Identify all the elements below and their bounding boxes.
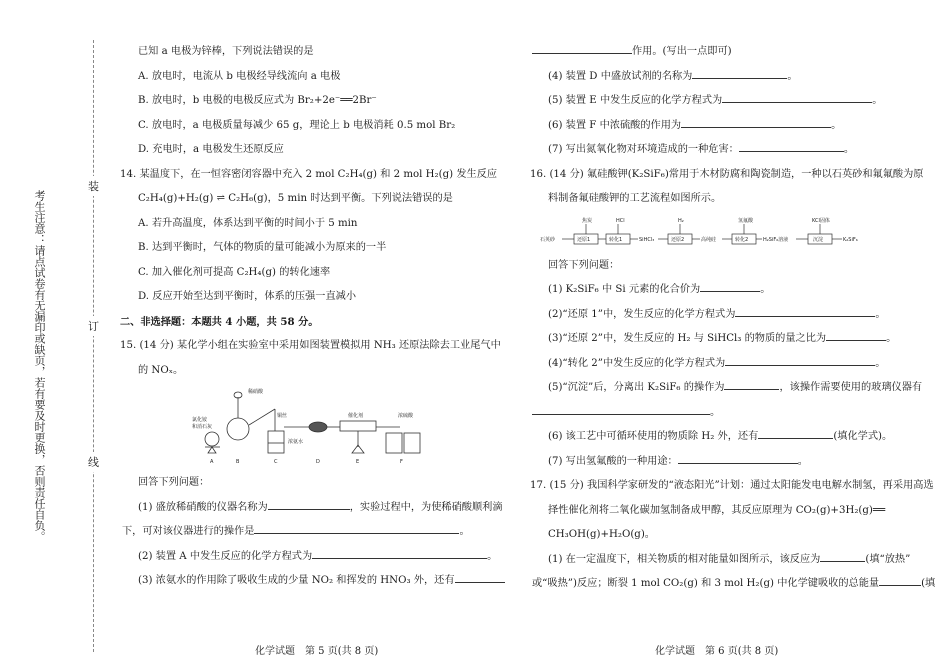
q13-option-c: C. 放电时，a 电极质量每减少 65 g，理论上 b 电极消耗 0.5 mol Br₂: [138, 119, 456, 131]
q16-stem-line2: 料制备氟硅酸钾的工艺流程如图所示。: [548, 193, 722, 204]
q16-4-text: (4)“转化 2”中发生反应的化学方程式为: [548, 357, 726, 369]
section-2-heading: 二、非选择题：本题共 4 小题，共 58 分。: [120, 315, 319, 328]
q15-3-continued: [530, 40, 920, 65]
footer-left: 化学试题 第 5 页(共 8 页): [255, 646, 379, 657]
flow-sihcl3: SiHCl₃: [639, 236, 655, 243]
label-slaked-lime: 和消石灰: [192, 424, 213, 430]
apparatus-e: [340, 421, 376, 453]
label-f: F: [400, 459, 403, 465]
apparatus-a: [205, 432, 220, 453]
q16-5-text-b: ，该操作需要使用的玻璃仪器有: [779, 382, 923, 393]
q13-option-a: A. 放电时，电流从 b 电极经导线流向 a 电极: [138, 70, 341, 82]
label-a: A: [210, 459, 214, 465]
q15-stem-line1: 15. (14 分) 某化学小组在实验室中采用如图装置模拟用 NH₃ 还原法除去工业尾气中: [120, 340, 501, 351]
q16-part2: (2)“还原 1”中，发生反应的化学方程式为 。: [530, 303, 920, 328]
q16-stem-line1: 16. (14 分) 氟硅酸钾(K₂SiF₆)常用于木材防腐和陶瓷制造，一种以石英砂和氟氟酸为原: [530, 168, 924, 180]
q15-stem-line2: 的 NOₓ。: [138, 364, 184, 376]
label-c: C: [274, 459, 278, 465]
q15-part2: (2) 装置 A 中发生反应的化学方程式为 。: [120, 545, 495, 570]
q15-2-blank[interactable]: [312, 548, 487, 559]
q16-6-text-b: (填化学式)。: [833, 431, 893, 442]
footer-right: 化学试题 第 6 页(共 8 页): [655, 646, 779, 657]
binding-dashed-line: [93, 40, 94, 652]
q15-3-cont-blank[interactable]: [532, 43, 632, 54]
q17-part1-line2: [530, 572, 936, 597]
q14-option-a: A. 若升高温度，体系达到平衡的时间小于 5 min: [138, 217, 358, 229]
q16-part5-line1: [530, 376, 923, 401]
q13-option-b: B. 放电时，b 电极的电极反应式为 Br₂+2e⁻══2Br⁻: [138, 95, 377, 106]
label-copper-wire: 铜丝: [277, 413, 288, 419]
q15-part1-line1: [120, 496, 503, 521]
flow-coke: 焦炭: [582, 217, 593, 224]
q16-part3: (3)“还原 2”中，发生反应的 H₂ 与 SiHCl₃ 的物质的量之比为 。: [530, 327, 920, 352]
q15-1-blank[interactable]: [268, 499, 350, 510]
flow-pure-si: 高纯硅: [701, 236, 717, 243]
q16-3-blank[interactable]: [826, 330, 886, 341]
flow-reduce1-label: 还原1: [577, 236, 591, 243]
q15-7-text: (7) 写出氮氧化物对环境造成的一种危害：: [548, 144, 739, 155]
q14-option-b: B. 达到平衡时，气体的物质的量可能减小为原来的一半: [138, 242, 387, 253]
label-b: B: [236, 459, 240, 465]
flow-precipitate-label: 沉淀: [813, 236, 824, 243]
exam-notice: 考生注意：请点试卷有无漏印或缺页，若有要及时更换，否则责任自负。: [33, 190, 46, 542]
q16-part1: (1) K₂SiF₆ 中 Si 元素的化合价为 。: [530, 278, 920, 303]
q15-5-blank[interactable]: [722, 92, 872, 103]
label-d: D: [316, 459, 320, 465]
flow-quartz-sand: 石英砂: [540, 236, 556, 243]
q16-5-text-a: (5)“沉淀”后，分离出 K₂SiF₆ 的操作为: [548, 382, 725, 393]
q13-option-d: D. 充电时，a 电极发生还原反应: [138, 144, 284, 155]
answer-intro-left: 回答下列问题：: [138, 477, 210, 488]
q16-5-glassware-blank[interactable]: [532, 404, 710, 415]
q17-1-energy-blank[interactable]: [879, 575, 921, 586]
q16-part6: [530, 425, 920, 450]
apparatus-f: [376, 427, 420, 453]
q15-3-blank[interactable]: [455, 572, 505, 583]
q15-part1-line2: 下，可对该仪器进行的操作是 。: [120, 520, 495, 545]
q16-3-text: (3)“还原 2”中，发生反应的 H₂ 与 SiHCl₃ 的物质的量之比为: [548, 333, 827, 344]
q14-option-d: D. 反应开始至达到平衡时，体系的压强一直减小: [138, 291, 357, 302]
label-dilute-hno3: 稀硝酸: [248, 389, 264, 395]
q16-part7: (7) 写出氢氟酸的一种用途： 。: [530, 450, 920, 475]
q15-part7: (7) 写出氮氧化物对环境造成的一种危害： 。: [530, 138, 920, 163]
label-conc-ammonia: 浓氨水: [288, 439, 304, 445]
q15-1-text-b: ，实验过程中，为使稀硝酸顺利滴: [349, 501, 503, 513]
q15-5-text: (5) 装置 E 中发生反应的化学方程式为: [548, 95, 723, 106]
q17-stem-line2: 择性催化剂将二氧化碳加氢制备成甲醇，其反应原理为 CO₂(g)+3H₂(g)══: [548, 504, 886, 516]
q16-part5-line2: 。: [530, 401, 920, 426]
q14-stem-line2: C₂H₄(g)+H₂(g) ⇌ C₂H₆(g)，5 min 时达到平衡。下列说法错误的是: [138, 193, 453, 204]
q16-2-blank[interactable]: [735, 306, 875, 317]
flow-reduce2-label: 还原2: [671, 236, 685, 243]
answer-intro-right: 回答下列问题：: [548, 259, 620, 271]
label-conc-h2so4: 浓硫酸: [398, 413, 414, 419]
q16-4-blank[interactable]: [725, 355, 875, 366]
q15-6-blank[interactable]: [681, 117, 831, 128]
q17-part1-line1: [530, 548, 920, 573]
q16-5-operation-blank[interactable]: [724, 379, 779, 390]
flow-hcl: HCl: [616, 217, 625, 224]
q16-7-text: (7) 写出氢氟酸的一种用途：: [548, 455, 678, 467]
q15-part5: (5) 装置 E 中发生反应的化学方程式为 。: [530, 89, 920, 114]
q15-part4: (4) 装置 D 中盛放试剂的名称为 。: [530, 65, 920, 90]
q15-4-blank[interactable]: [692, 68, 787, 79]
flow-product: K₂SiF₆: [843, 236, 858, 243]
flow-h2sif6-solution: H₂SiF₆溶液: [763, 236, 789, 243]
binding-margin: [0, 0, 100, 672]
q16-7-blank[interactable]: [678, 453, 798, 464]
q15-1-text-c: 下，可对该仪器进行的操作是: [122, 526, 255, 537]
q15-3-cont-text: 作用。(写出一点即可): [632, 46, 732, 57]
q16-part4: (4)“转化 2”中发生反应的化学方程式为 。: [530, 352, 920, 377]
q13-stem: 已知 a 电极为锌棒，下列说法错误的是: [138, 46, 314, 57]
q15-4-text: (4) 装置 D 中盛放试剂的名称为: [548, 70, 693, 82]
q15-part6: (6) 装置 F 中浓硫酸的作用为 。: [530, 114, 920, 139]
binding-mark-ding: 订: [88, 316, 99, 336]
apparatus-figure: [190, 387, 430, 465]
flow-convert1-label: 转化1: [609, 236, 623, 243]
q16-6-text-a: (6) 该工艺中可循环使用的物质除 H₂ 外，还有: [548, 431, 759, 442]
label-nh4cl: 氯化铵: [192, 417, 208, 423]
q16-6-blank[interactable]: [758, 428, 833, 439]
flow-kcl: KCl固体: [812, 217, 830, 224]
process-flow-diagram: [530, 216, 920, 250]
flow-convert2-label: 转化2: [735, 236, 749, 243]
q15-2-text: (2) 装置 A 中发生反应的化学方程式为: [138, 550, 313, 562]
q17-1-text-d: (填: [921, 578, 936, 589]
label-catalyst: 催化剂: [348, 413, 364, 419]
q16-1-blank[interactable]: [700, 281, 760, 292]
q17-stem-line1: 17. (15 分) 我国科学家研发的“液态阳光”计划：通过太阳能发电电解水制氢，再采用高选: [530, 480, 934, 491]
q15-1-text-a: (1) 盛放稀硝酸的仪器名称为: [138, 501, 268, 513]
q16-2-text: (2)“还原 1”中，发生反应的化学方程式为: [548, 308, 736, 320]
apparatus-c: [268, 431, 284, 453]
flow-hf: 氢氟酸: [738, 217, 754, 224]
q17-1-heat-blank[interactable]: [820, 551, 865, 562]
q16-1-text: (1) K₂SiF₆ 中 Si 元素的化合价为: [548, 284, 701, 295]
apparatus-d: [309, 422, 340, 432]
left-column: [120, 40, 503, 594]
q17-1-text-b: (填“放热”: [865, 553, 911, 565]
q14-option-c: C. 加入催化剂可提高 C₂H₄(g) 的转化速率: [138, 266, 331, 278]
q14-stem-line1: 14. 某温度下，在一恒容密闭容器中充入 2 mol C₂H₄(g) 和 2 mol H₂(g) 发生反应: [120, 168, 498, 180]
q17-1-text-c: 或“吸热”)反应；断裂 1 mol CO₂(g) 和 3 mol H₂(g) 中化学键吸收的总能量: [532, 578, 880, 589]
q15-7-blank[interactable]: [739, 141, 844, 152]
q15-6-text: (6) 装置 F 中浓硫酸的作用为: [548, 119, 682, 131]
q15-1-operation-blank[interactable]: [254, 523, 459, 534]
binding-mark-xian: 线: [88, 452, 99, 472]
label-e: E: [356, 459, 360, 465]
q15-part3: [120, 569, 495, 594]
flow-h2: H₂: [678, 217, 684, 224]
q17-stem-line3: CH₃OH(g)+H₂O(g)。: [548, 529, 655, 540]
binding-mark-zhuang: 装: [88, 176, 99, 196]
right-column: [530, 40, 936, 597]
q15-3-text: (3) 浓氨水的作用除了吸收生成的少量 NO₂ 和挥发的 HNO₃ 外，还有: [138, 575, 455, 586]
q17-1-text-a: (1) 在一定温度下，相关物质的相对能量如图所示，该反应为: [548, 553, 821, 565]
